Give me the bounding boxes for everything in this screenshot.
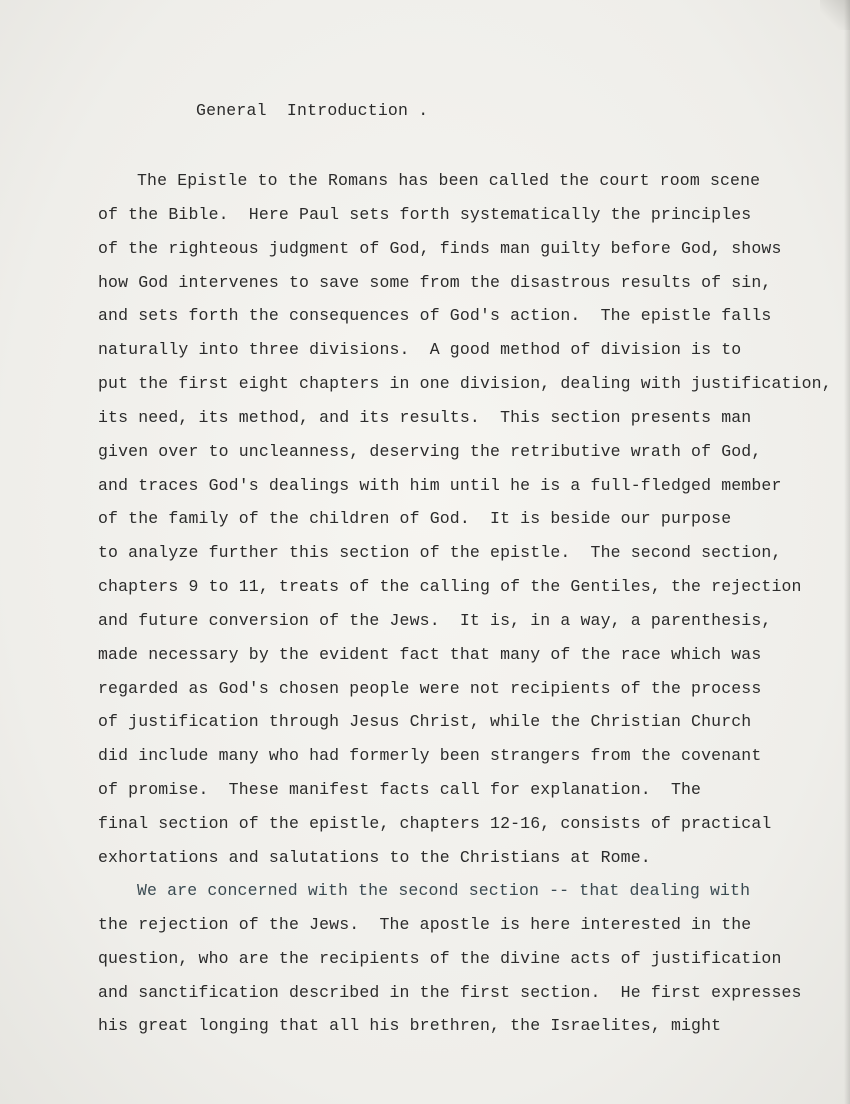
text-line-13: chapters 9 to 11, treats of the calling of the Gentiles, the rejection: [98, 577, 802, 596]
text-line-24: question, who are the recipients of the divine acts of justification: [98, 949, 782, 968]
text-line-17: of justification through Jesus Christ, while the Christian Church: [98, 712, 752, 731]
text-line-16: regarded as God's chosen people were not recipients of the process: [98, 679, 762, 698]
text-line-25: and sanctification described in the first section. He first expresses: [98, 983, 802, 1002]
page-heading: General Introduction .: [196, 101, 429, 120]
text-line-3: of the righteous judgment of God, finds man guilty before God, shows: [98, 239, 782, 258]
text-line-26: his great longing that all his brethren, the Israelites, might: [98, 1016, 722, 1035]
text-line-6: naturally into three divisions. A good method of division is to: [98, 340, 742, 359]
text-line-7: put the first eight chapters in one division, dealing with justification,: [98, 374, 832, 393]
page-edge-shadow: [844, 0, 850, 1104]
text-line-5: and sets forth the consequences of God's action. The epistle falls: [98, 306, 772, 325]
text-line-20: final section of the epistle, chapters 12-16, consists of practical: [98, 814, 772, 833]
text-line-23: the rejection of the Jews. The apostle is here interested in the: [98, 915, 752, 934]
text-line-9: given over to uncleanness, deserving the retributive wrath of God,: [98, 442, 762, 461]
text-line-15: made necessary by the evident fact that many of the race which was: [98, 645, 762, 664]
text-line-22: We are concerned with the second section -- that dealing with: [137, 881, 751, 900]
text-line-8: its need, its method, and its results. This section presents man: [98, 408, 752, 427]
text-line-2: of the Bible. Here Paul sets forth systematically the principles: [98, 205, 752, 224]
text-line-18: did include many who had formerly been strangers from the covenant: [98, 746, 762, 765]
text-line-14: and future conversion of the Jews. It is, in a way, a parenthesis,: [98, 611, 772, 630]
text-line-19: of promise. These manifest facts call for explanation. The: [98, 780, 702, 799]
text-line-12: to analyze further this section of the epistle. The second section,: [98, 543, 782, 562]
text-line-11: of the family of the children of God. It is beside our purpose: [98, 509, 732, 528]
text-line-4: how God intervenes to save some from the disastrous results of sin,: [98, 273, 772, 292]
text-line-10: and traces God's dealings with him until he is a full-fledged member: [98, 476, 782, 495]
text-line-21: exhortations and salutations to the Christians at Rome.: [98, 848, 651, 867]
text-line-1: The Epistle to the Romans has been called the court room scene: [137, 171, 761, 190]
